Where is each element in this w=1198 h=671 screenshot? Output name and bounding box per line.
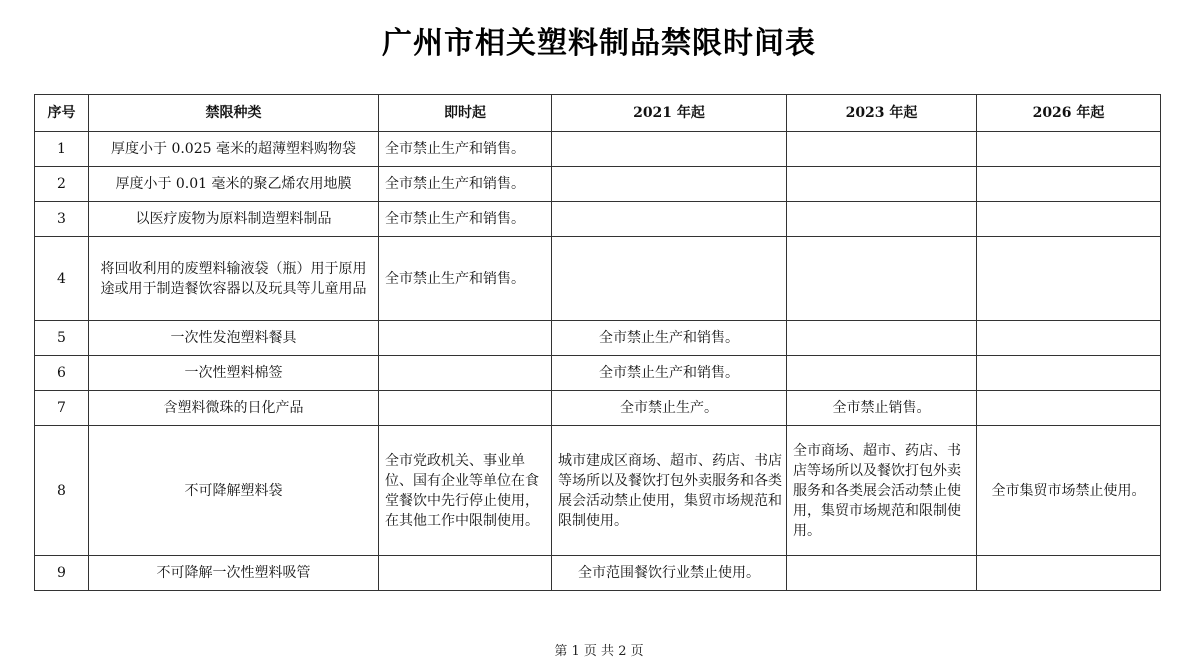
row-2021 (552, 167, 787, 202)
row-no: 2 (35, 167, 89, 202)
row-immediate (379, 321, 552, 356)
row-2021 (552, 202, 787, 237)
row-kind: 一次性塑料棉签 (89, 356, 379, 391)
header-immediate: 即时起 (379, 95, 552, 132)
row-2023 (787, 356, 977, 391)
row-2026 (977, 237, 1161, 321)
row-2023 (787, 237, 977, 321)
table-header-row (35, 95, 1161, 132)
row-no: 8 (35, 426, 89, 556)
row-immediate: 全市党政机关、事业单位、国有企业等单位在食堂餐饮中先行停止使用，在其他工作中限制使用。 (379, 426, 552, 556)
row-2021: 全市范围餐饮行业禁止使用。 (552, 556, 787, 591)
row-kind: 以医疗废物为原料制造塑料制品 (89, 202, 379, 237)
table-row (35, 132, 1161, 167)
row-2021 (552, 237, 787, 321)
row-immediate: 全市禁止生产和销售。 (379, 132, 552, 167)
row-2023 (787, 321, 977, 356)
row-kind: 将回收利用的废塑料输液袋（瓶）用于原用途或用于制造餐饮容器以及玩具等儿童用品 (89, 237, 379, 321)
row-immediate (379, 556, 552, 591)
row-no: 5 (35, 321, 89, 356)
row-2026 (977, 132, 1161, 167)
row-no: 9 (35, 556, 89, 591)
row-kind: 不可降解一次性塑料吸管 (89, 556, 379, 591)
row-2021: 城市建成区商场、超市、药店、书店等场所以及餐饮打包外卖服务和各类展会活动禁止使用，集贸市场规范和限制使用。 (552, 426, 787, 556)
ban-schedule-table (34, 94, 1161, 591)
row-2026 (977, 202, 1161, 237)
row-no: 7 (35, 391, 89, 426)
header-2021: 2021 年起 (552, 95, 787, 132)
row-2026 (977, 167, 1161, 202)
row-2023 (787, 167, 977, 202)
row-immediate: 全市禁止生产和销售。 (379, 167, 552, 202)
row-2026 (977, 356, 1161, 391)
table-row (35, 237, 1161, 321)
table-row (35, 356, 1161, 391)
header-kind: 禁限种类 (89, 95, 379, 132)
row-2021: 全市禁止生产。 (552, 391, 787, 426)
row-2023: 全市商场、超市、药店、书店等场所以及餐饮打包外卖服务和各类展会活动禁止使用，集贸市场规范和限制使用。 (787, 426, 977, 556)
row-immediate: 全市禁止生产和销售。 (379, 202, 552, 237)
row-2026 (977, 321, 1161, 356)
row-kind: 一次性发泡塑料餐具 (89, 321, 379, 356)
row-immediate (379, 391, 552, 426)
row-2023 (787, 202, 977, 237)
row-2023 (787, 132, 977, 167)
row-no: 1 (35, 132, 89, 167)
header-no: 序号 (35, 95, 89, 132)
table-row (35, 391, 1161, 426)
row-kind: 厚度小于 0.01 毫米的聚乙烯农用地膜 (89, 167, 379, 202)
row-kind: 含塑料微珠的日化产品 (89, 391, 379, 426)
table-row (35, 426, 1161, 556)
row-2026 (977, 556, 1161, 591)
header-2023: 2023 年起 (787, 95, 977, 132)
header-2026: 2026 年起 (977, 95, 1161, 132)
row-kind: 不可降解塑料袋 (89, 426, 379, 556)
table-row (35, 556, 1161, 591)
row-immediate (379, 356, 552, 391)
page-number: 第 1 页 共 2 页 (554, 644, 644, 659)
row-2021: 全市禁止生产和销售。 (552, 321, 787, 356)
row-2021: 全市禁止生产和销售。 (552, 356, 787, 391)
row-immediate: 全市禁止生产和销售。 (379, 237, 552, 321)
table-row (35, 167, 1161, 202)
row-kind: 厚度小于 0.025 毫米的超薄塑料购物袋 (89, 132, 379, 167)
row-2026 (977, 391, 1161, 426)
row-no: 4 (35, 237, 89, 321)
table-row (35, 202, 1161, 237)
row-2021 (552, 132, 787, 167)
row-2026: 全市集贸市场禁止使用。 (977, 426, 1161, 556)
row-2023 (787, 556, 977, 591)
row-no: 6 (35, 356, 89, 391)
row-no: 3 (35, 202, 89, 237)
row-2023: 全市禁止销售。 (787, 391, 977, 426)
table-row (35, 321, 1161, 356)
page-title: 广州市相关塑料制品禁限时间表 (382, 26, 816, 61)
